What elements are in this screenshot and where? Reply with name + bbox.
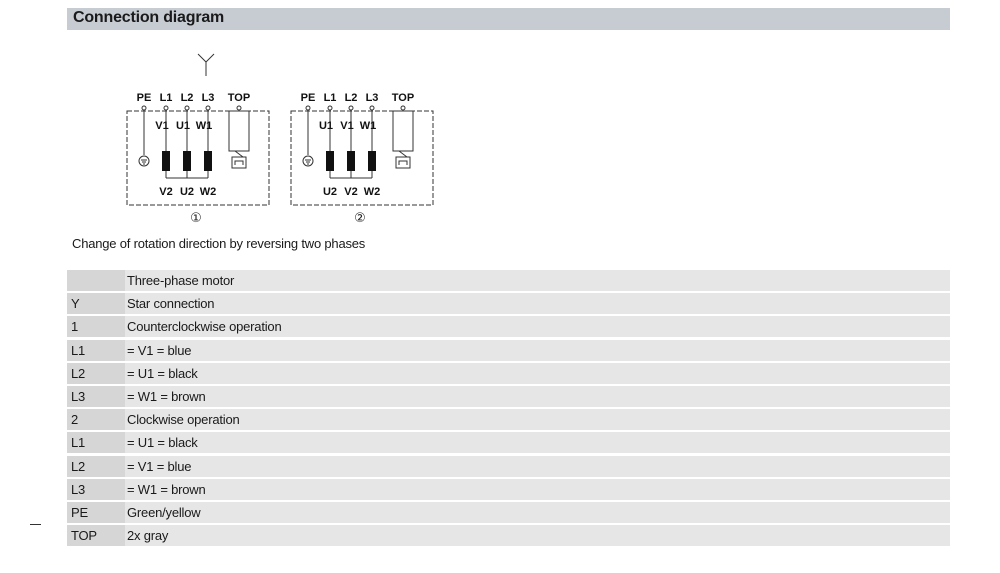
legend-row bbox=[67, 456, 950, 477]
legend-row bbox=[67, 386, 950, 407]
winding-start-label: V1 bbox=[155, 120, 169, 132]
winding-start-label: U1 bbox=[175, 120, 191, 132]
legend-row bbox=[67, 432, 950, 453]
diagram-number: ② bbox=[354, 210, 366, 225]
motor-winding-icon bbox=[326, 151, 334, 171]
terminal-l3-label: L3 bbox=[201, 92, 215, 104]
legend-row bbox=[67, 479, 950, 500]
motor-winding-icon bbox=[204, 151, 212, 171]
diagram-number: ① bbox=[190, 210, 202, 225]
legend-key: TOP bbox=[67, 525, 125, 546]
legend-key bbox=[67, 270, 125, 291]
legend-key: L2 bbox=[67, 456, 125, 477]
legend-row bbox=[67, 363, 950, 384]
winding-end-label: W2 bbox=[199, 186, 217, 198]
terminal-l2-label: L2 bbox=[180, 92, 194, 104]
terminal-l3-label: L3 bbox=[365, 92, 379, 104]
legend-value: = U1 = black bbox=[127, 435, 198, 451]
legend-key: Y bbox=[67, 293, 125, 314]
legend-key: L1 bbox=[67, 432, 125, 453]
winding-end-label: V2 bbox=[159, 186, 173, 198]
winding-end-label: W2 bbox=[363, 186, 381, 198]
terminal-l2-terminal-icon bbox=[185, 106, 189, 110]
legend-value: Green/yellow bbox=[127, 504, 201, 520]
legend-row bbox=[67, 525, 950, 546]
legend-row bbox=[67, 502, 950, 523]
diagram-counterclockwise bbox=[127, 92, 269, 225]
terminal-pe-terminal-icon bbox=[306, 106, 310, 110]
legend-key: L1 bbox=[67, 340, 125, 361]
legend-row bbox=[67, 316, 950, 337]
legend-value: Three-phase motor bbox=[127, 273, 235, 288]
terminal-l3-terminal-icon bbox=[206, 106, 210, 110]
terminal-pe-label: PE bbox=[300, 92, 316, 104]
legend-value: Star connection bbox=[127, 296, 215, 312]
legend-value: 2x gray bbox=[127, 528, 169, 544]
legend-row bbox=[67, 293, 950, 314]
legend-row bbox=[67, 409, 950, 430]
winding-start-label: W1 bbox=[195, 120, 213, 132]
star-symbol-icon bbox=[198, 54, 214, 76]
legend-row bbox=[67, 340, 950, 361]
diagram-clockwise bbox=[291, 92, 433, 225]
legend-value: = W1 = brown bbox=[127, 481, 206, 497]
legend-key: L3 bbox=[67, 479, 125, 500]
thermal-protector-icon bbox=[232, 157, 246, 168]
legend-value: Counterclockwise operation bbox=[127, 319, 282, 335]
legend-value: = V1 = blue bbox=[127, 342, 192, 358]
terminal-l2-label: L2 bbox=[344, 92, 358, 104]
legend-table bbox=[67, 270, 950, 548]
winding-start-label: U1 bbox=[318, 120, 334, 132]
winding-start-label: W1 bbox=[359, 120, 377, 132]
terminal-top-terminal-icon bbox=[237, 106, 241, 110]
terminal-pe-terminal-icon bbox=[142, 106, 146, 110]
winding-end-label: U2 bbox=[322, 186, 338, 198]
terminal-l1-terminal-icon bbox=[164, 106, 168, 110]
legend-row bbox=[67, 270, 950, 291]
legend-value: = U1 = black bbox=[127, 365, 198, 381]
legend-key: 2 bbox=[67, 409, 125, 430]
legend-value: = V1 = blue bbox=[127, 458, 192, 474]
legend-key: 1 bbox=[67, 316, 125, 337]
motor-winding-icon bbox=[183, 151, 191, 171]
terminal-top-terminal-icon bbox=[401, 106, 405, 110]
rotation-note: Change of rotation direction by reversing two phases bbox=[72, 236, 366, 251]
winding-start-label: V1 bbox=[340, 120, 354, 132]
terminal-l3-terminal-icon bbox=[370, 106, 374, 110]
legend-value: Clockwise operation bbox=[127, 412, 240, 428]
margin-mark bbox=[30, 524, 41, 525]
terminal-pe-label: PE bbox=[136, 92, 152, 104]
terminal-l1-label: L1 bbox=[323, 92, 337, 104]
motor-winding-icon bbox=[368, 151, 376, 171]
section-title: Connection diagram bbox=[73, 9, 225, 26]
terminal-l1-label: L1 bbox=[159, 92, 173, 104]
thermal-protector-icon bbox=[396, 157, 410, 168]
motor-winding-icon bbox=[162, 151, 170, 171]
terminal-l1-terminal-icon bbox=[328, 106, 332, 110]
terminal-top-label: TOP bbox=[391, 92, 415, 104]
terminal-l2-terminal-icon bbox=[349, 106, 353, 110]
motor-winding-icon bbox=[347, 151, 355, 171]
connection-diagram bbox=[0, 0, 1000, 235]
terminal-top-label: TOP bbox=[227, 92, 251, 104]
winding-end-label: U2 bbox=[179, 186, 195, 198]
winding-end-label: V2 bbox=[344, 186, 358, 198]
legend-key: PE bbox=[67, 502, 125, 523]
legend-key: L3 bbox=[67, 386, 125, 407]
legend-key: L2 bbox=[67, 363, 125, 384]
legend-value: = W1 = brown bbox=[127, 388, 206, 404]
